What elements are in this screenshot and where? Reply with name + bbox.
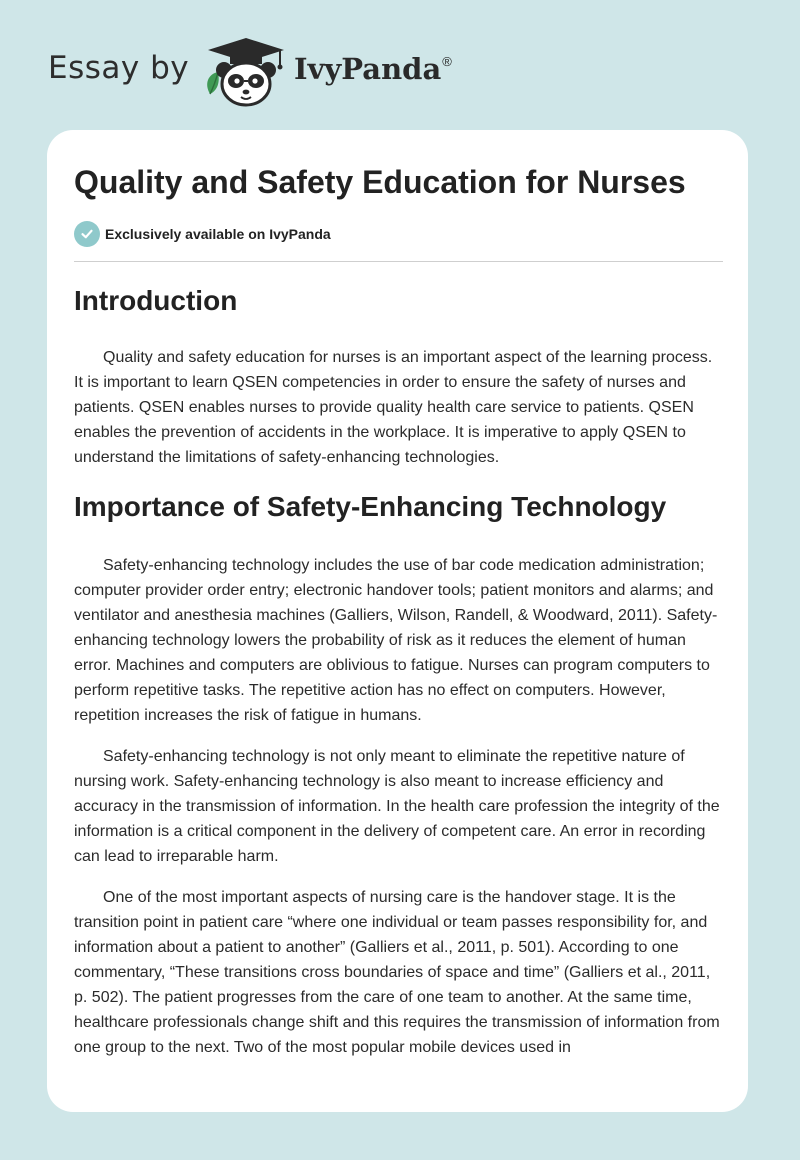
panda-logo-icon[interactable]: [200, 36, 292, 108]
essay-card: [47, 130, 748, 1112]
brand-name[interactable]: [294, 52, 451, 86]
paragraph: Quality and safety education for nurses is an important aspect of the learning process. It is important to learn QSEN competencies in order to ensure the safety of nurses and patients. QSEN enables nurses to provide quality health care service to patients. QSEN enables the prevention of accidents in the workplace. It is imperative to apply QSEN to understand the limitations of safety-enhancing technologies.: [74, 349, 713, 466]
registered-mark: ®: [442, 54, 452, 69]
essay-by-label: Essay by: [48, 50, 190, 86]
essay-body: [74, 280, 724, 1060]
brand-name-text: IvyPanda: [294, 52, 442, 86]
check-circle-icon: [74, 221, 100, 247]
essay-title: Quality and Safety Education for Nurses: [74, 164, 686, 200]
exclusive-badge: [74, 221, 331, 247]
badge-label: Exclusively available on IvyPanda: [105, 226, 331, 242]
title-divider: [74, 261, 723, 262]
paragraph: Safety-enhancing technology is not only meant to eliminate the repetitive nature of nursing work. Safety-enhancing technology is also meant to increase efficiency and accuracy in the transmission of information. In the health care profession the integrity of the information is a critical component in the delivery of competent care. An error in recording can lead to irreparable harm.: [74, 748, 720, 865]
site-header: [0, 0, 800, 130]
section-heading-safety-technology: Importance of Safety-Enhancing Technology: [74, 491, 667, 522]
paragraph: One of the most important aspects of nursing care is the handover stage. It is the transition point in patient care “where one individual or team passes responsibility for, and information about a patient to another” (Galliers et al., 2011, p. 501). According to one commentary, “These transitions cross boundaries of space and time” (Galliers et al., 2011, p. 502). The patient progresses from the care of one team to another. At the same time, healthcare professionals change shift and this requires the transmission of information from one group to the next. Two of the most popular mobile devices used in: [74, 889, 720, 1056]
section-heading-introduction: Introduction: [74, 285, 238, 316]
paragraph: Safety-enhancing technology includes the use of bar code medication administration; computer provider order entry; electronic handover tools; patient monitors and alarms; and ventilator and anesthesia machines (Galliers, Wilson, Randell, & Woodward, 2011). Safety-enhancing technology lowers the probability of risk as it reduces the element of human error. Machines and computers are oblivious to fatigue. Nurses can program computers to perform repetitive tasks. The repetitive action has no effect on computers. However, repetition increases the risk of fatigue in humans.: [74, 557, 718, 724]
